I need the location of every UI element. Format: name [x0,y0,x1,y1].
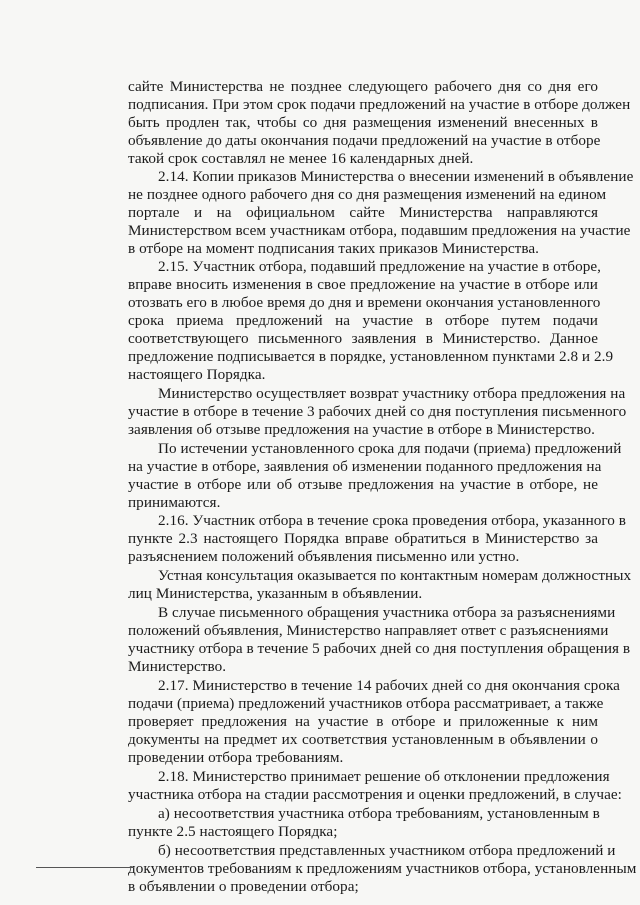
text-line: такой срок составлял не менее 16 календарных дней. [128,150,474,167]
text-line: срока приема предложений на участие в отборе путем подачи [128,312,598,329]
text-line: 2.14. Копии приказов Министерства о внесении изменений в объявление [158,168,634,185]
text-line: документов требованиям к предложениям участников отбора, установленным [128,860,637,877]
text-line: предложение подписывается в порядке, установленном пунктами 2.8 и 2.9 [128,348,614,365]
text-line: Министерство. [128,658,227,675]
text-line: пункте 2.5 настоящего Порядка; [128,823,338,840]
text-line: 2.18. Министерство принимает решение об отклонении предложения [158,768,610,785]
text-line: подачи (приема) предложений участников отбора рассматривает, а также [128,695,604,712]
text-line: 2.17. Министерство в течение 14 рабочих дней со дня окончания срока [158,677,620,694]
text-line: соответствующего письменного заявления в Министерство. Данное [128,330,598,347]
footer-rule [36,867,134,868]
text-line: подписания. При этом срок подачи предложений на участие в отборе должен [128,96,631,113]
text-line: 2.15. Участник отбора, подавший предложение на участие в отборе, [158,258,602,275]
text-line: сайте Министерства не позднее следующего рабочего дня со дня его [128,78,598,95]
text-line: принимаются. [128,494,221,511]
text-line: в объявлении о проведении отбора; [128,878,359,895]
text-line: проведении отбора требованиям. [128,749,344,766]
text-line: вправе вносить изменения в свое предложение на участие в отборе или [128,276,598,293]
text-line: пункте 2.3 настоящего Порядка вправе обратиться в Министерство за [128,530,598,547]
text-line: отозвать его в любое время до дня и времени окончания установленного [128,294,601,311]
text-line: лиц Министерства, указанным в объявлении. [128,585,423,602]
text-line: Министерством всем участникам отбора, подавшим предложения на участие [128,222,631,239]
text-line: не позднее одного рабочего дня со дня размещения изменений на едином [128,186,607,203]
text-line: разъяснением положений объявления письменно или устно. [128,548,520,565]
text-line: участнику отбора в течение 5 рабочих дней со дня поступления обращения в [128,640,631,657]
text-line: а) несоответствия участника отбора требованиям, установленным в [158,805,600,822]
text-line: В случае письменного обращения участника отбора за разъяснениями [158,604,616,621]
text-line: положений объявления, Министерство направляет ответ с разъяснениями [128,622,609,639]
text-line: Устная консультация оказывается по контактным номерам должностных [158,567,632,584]
text-line: настоящего Порядка. [128,366,266,383]
text-line: объявление до даты окончания подачи предложений на участие в отборе [128,132,601,149]
text-line: По истечении установленного срока для подачи (приема) предложений [158,440,622,457]
text-line: заявления об отзыве предложения на участие в отборе в Министерство. [128,421,595,438]
text-line: на участие в отборе, заявления об изменении поданного предложения на [128,458,602,475]
text-line: Министерство осуществляет возврат участнику отбора предложения на [158,385,626,402]
text-line: проверяет предложения на участие в отборе и приложенные к ним [128,713,598,730]
text-line: 2.16. Участник отбора в течение срока проведения отбора, указанного в [158,512,627,529]
text-line: участника отбора на стадии рассмотрения и оценки предложений, в случае: [128,786,622,803]
text-line: в отборе на момент подписания таких приказов Министерства. [128,240,539,257]
text-line: б) несоответствия представленных участником отбора предложений и [158,842,616,859]
text-line: документы на предмет их соответствия установленным в объявлении о [128,731,598,748]
text-line: портале и на официальном сайте Министерства направляются [128,204,598,221]
text-line: участие в отборе в течение 3 рабочих дней со дня поступления письменного [128,403,627,420]
text-line: быть продлен так, чтобы со дня размещения изменений внесенных в [128,114,598,131]
text-line: участие в отборе или об отзыве предложения на участие в отборе, не [128,476,598,493]
